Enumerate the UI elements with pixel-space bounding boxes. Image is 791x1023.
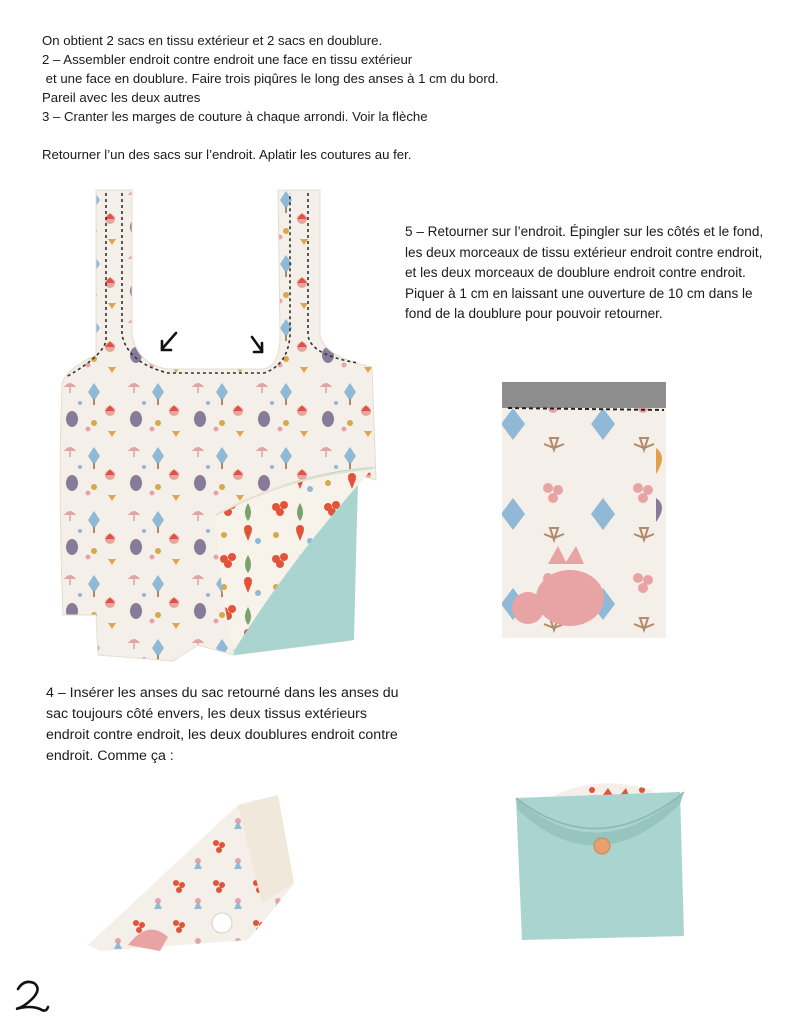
intro-line: On obtient 2 sacs en tissu extérieur et 2 sacs en doublure. <box>42 33 383 48</box>
intro-line: Pareil avec les deux autres <box>42 90 201 105</box>
page-number-mark <box>12 975 52 1017</box>
step5-text: 5 – Retourner sur l’endroit. Épingler sur les côtés et le fond, les deux morceaux de tissu extérieur endroit contre endroit, et les deux morceaux de doublure endroit contre endroit. Piquer à 1 cm en laissant une ouverture de 10 cm dans le fond de la doublure pour pouvoir retourner. <box>405 224 764 321</box>
intro-line: 2 – Assembler endroit contre endroit une face en tissu extérieur <box>42 52 413 67</box>
intro-line: et une face en doublure. Faire trois piqûres le long des anses à 1 cm du bord. <box>42 71 499 86</box>
fabric-strip-photo <box>488 378 670 640</box>
step4-text: 4 – Insérer les anses du sac retourné dans les anses du sac toujours côté envers, les deux tissus extérieurs endroit contre endroit, les deux doublures endroit contre endroit. Comme ça : <box>46 685 399 764</box>
intro-line <box>42 126 499 145</box>
intro-line: Retourner l’un des sacs sur l’endroit. Aplatir les coutures au fer. <box>42 147 412 162</box>
intro-line: 3 – Cranter les marges de couture à chaque arrondi. Voir la flèche <box>42 109 428 124</box>
step5-instructions <box>405 222 775 325</box>
bag-flat-photo <box>58 185 380 665</box>
intro-text <box>42 31 499 164</box>
folded-bag-photo <box>88 795 300 953</box>
step4-instructions <box>46 683 406 767</box>
finished-pouch-photo <box>502 780 692 944</box>
